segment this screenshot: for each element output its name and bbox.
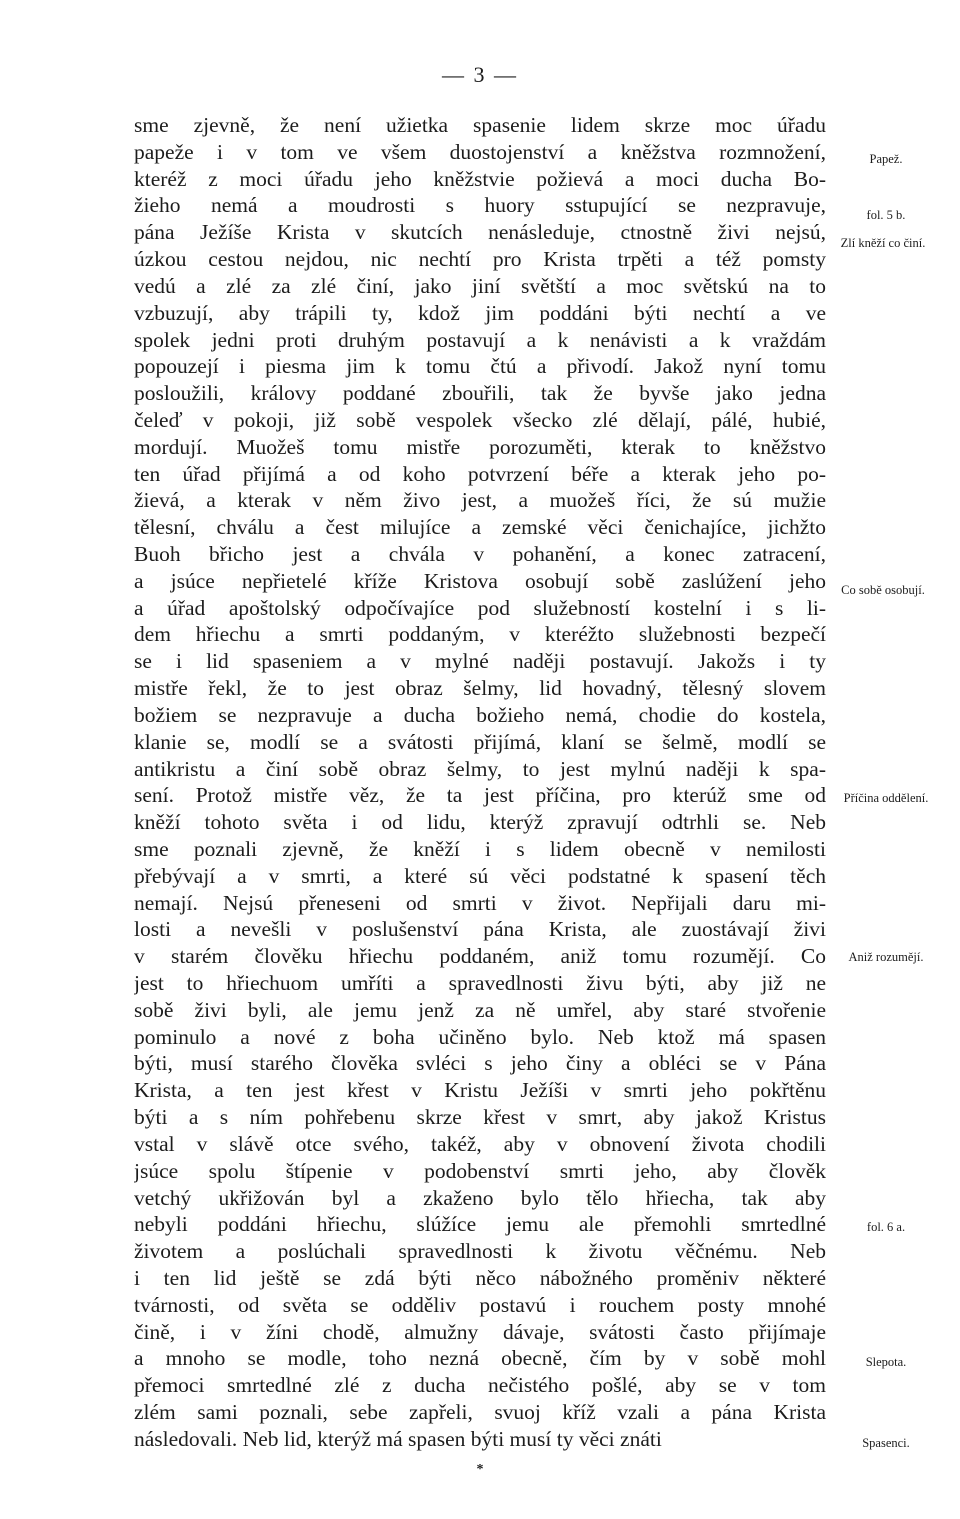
margin-note: Papež. [869, 152, 903, 166]
text-line: božiem se nezpravuje a ducha božieho nemá, chodie do kostela, [134, 702, 826, 727]
text-line: tvárnosti, od světa se odděliv postavú i rouchem posty mnohé [134, 1292, 826, 1317]
text-line: býti a s ním pohřebenu skrze křest v smrt, aby jakož Kristus [134, 1105, 826, 1130]
text-line: tělesní, chválu a čest milujíce a zemské věci čenichajíce, jichžto [134, 515, 826, 540]
text-line: i ten lid ještě se zdá býti něco nábožného proměniv některé [134, 1265, 826, 1290]
text-line: vzbuzují, aby trápili ty, kdož jim poddáni býti nechtí a ve [134, 300, 826, 325]
text-line: kteréž z moci úřadu jeho kněžstvie požievá a moci ducha Bo- [134, 166, 826, 191]
text-line: a mnoho se modle, toho nezná obecně, čím by v sobě mohl [134, 1346, 826, 1371]
text-line: mordují. Muožeš tomu mistře porozuměti, kterak to kněžstvo [134, 434, 826, 459]
text-line: mistře řekl, že to jest obraz šelmy, lid hovadný, tělesný slovem [134, 676, 826, 701]
text-line: vstal v slávě otce svého, takéž, aby v obnovení života chodili [134, 1131, 826, 1156]
text-line: antikristu a činí sobě obraz šelmy, to jest mylnú naději k spa- [134, 756, 826, 781]
text-line: Krista, a ten jest křest v Kristu Ježíši v smrti jeho pokřtěnu [134, 1078, 826, 1103]
text-line: sobě živi byli, ale jemu jenž za ně umřel, aby staré stvořenie [134, 997, 826, 1022]
margin-note: Co sobě osobují. [841, 583, 925, 597]
text-line: žieho nemá a moudrosti s huory sstupující se nezpravuje, [134, 193, 826, 218]
margin-note: Zlí kněží co činí. [840, 236, 926, 250]
text-line: pominulo a nové z boha učiněno bylo. Neb ktož má spasen [134, 1024, 826, 1049]
text-line: posloužili, královy poddané zbouřili, tak že byvše jako jedna [134, 381, 826, 406]
text-line: následovali. Neb lid, kterýž má spasen býti musí ty věci znáti [134, 1426, 662, 1451]
text-line: sme poznali zjevně, že kněží i s lidem obecně v nemilosti [134, 836, 826, 861]
margin-note: Příčina oddělení. [843, 791, 929, 805]
text-line: životem a poslúchali spravedlnosti k životu věčnému. Neb [134, 1239, 826, 1264]
text-line: kněží tohoto světa i od lidu, kterýž zpravují odtrhli se. Neb [134, 810, 826, 835]
text-line: v starém člověku hřiechu poddaném, aniž tomu rozumějí. Co [134, 944, 826, 969]
text-line: Buoh břicho jest a chvála v pohanění, a konec zatracení, [134, 542, 826, 566]
text-line: vedú a zlé za zlé činí, jako jiní světští a moc světskú na to [134, 273, 826, 298]
text-line: přemoci smrtedlné zlé z ducha nečistého pošlé, aby se v tom [134, 1373, 826, 1398]
text-line: přebývají a v smrti, a které sú věci podstatné k spasení těch [134, 863, 826, 888]
text-line: zlém sami poznali, sebe zapřeli, svuoj kříž vzali a pána Krista [134, 1400, 826, 1424]
text-line: býti, musí starého člověka svléci s jeho činy a obléci se v Pána [134, 1051, 826, 1076]
page-number: — 3 — [442, 62, 518, 87]
margin-note: Spasenci. [862, 1436, 910, 1450]
text-line: nebyli poddáni hřiechu, slúžíce jemu ale přemohli smrtedlné [134, 1212, 826, 1237]
text-line: a jsúce nepřietelé kříže Kristova osobují sobě zaslúžení jeho [134, 568, 826, 593]
margin-note: fol. 6 a. [866, 1220, 906, 1234]
text-line: se i lid spaseniem a v mylné naději postavují. Jakožs i ty [134, 649, 826, 674]
text-line: vetchý ukřižován byl a zkaženo bylo tělo hřiecha, tak aby [134, 1185, 826, 1210]
margin-note: fol. 5 b. [866, 208, 906, 222]
text-line: dem hřiechu a smrti poddaným, v kteréžto služebnosti bezpečí [134, 622, 826, 647]
text-line: žievá, a kterak v něm živo jest, a muožeš říci, že sú mužie [134, 488, 826, 513]
text-line: spolek jedni proti druhým postavují a k nenávisti a k vraždám [134, 327, 826, 352]
text-line: klanie se, modlí se a svátosti přijímá, klaní se šelmě, modlí se [134, 729, 826, 754]
text-line: pána Ježíše Krista v skutcích nenásleduje, ctnostně živi nejsú, [134, 220, 826, 245]
signature-mark: * [476, 1462, 484, 1477]
text-line: jest to hřiechuom umříti a spravedlnosti živu býti, aby již ne [134, 971, 826, 995]
text-line: sme zjevně, že není užietka spasenie lidem skrze moc úřadu [134, 113, 826, 137]
main-text [134, 112, 826, 1453]
text-line: čeleď v pokoji, již sobě vespolek všecko zlé dělají, pálé, hubié, [134, 407, 826, 432]
text-line: popouzejí i piesma jim k tomu čtú a přivodí. Jakož nyní tomu [134, 354, 826, 379]
text-line: úzkou cestou nejdou, nic nechtí pro Krista trpěti a též pomsty [134, 247, 826, 272]
margin-note: Aniž rozumějí. [848, 950, 924, 964]
text-line: čině, i v žíni chodě, almužny dávaje, svátosti často přijímaje [134, 1319, 826, 1344]
text-line: jsúce spolu štípenie v podobenství smrti jeho, aby člověk [134, 1158, 826, 1183]
margin-note: Slepota. [865, 1355, 907, 1369]
text-line: papeže i v tom ve všem duostojenství a kněžstva rozmnožení, [134, 139, 826, 164]
text-line: losti a nevešli v poslušenství pána Krista, ale zuostávají živi [134, 917, 826, 942]
text-line: a úřad apoštolský odpočívajíce pod služebností kostelní i s li- [134, 595, 826, 620]
text-line: sení. Protož mistře věz, že ta jest příčina, pro kterúž sme od [134, 783, 826, 808]
text-line: nemají. Nejsú přeneseni od smrti v život. Nepřijali daru mi- [134, 890, 826, 915]
text-line: ten úřad přijímá a od koho potvrzení béře a kterak jeho po- [134, 461, 826, 486]
